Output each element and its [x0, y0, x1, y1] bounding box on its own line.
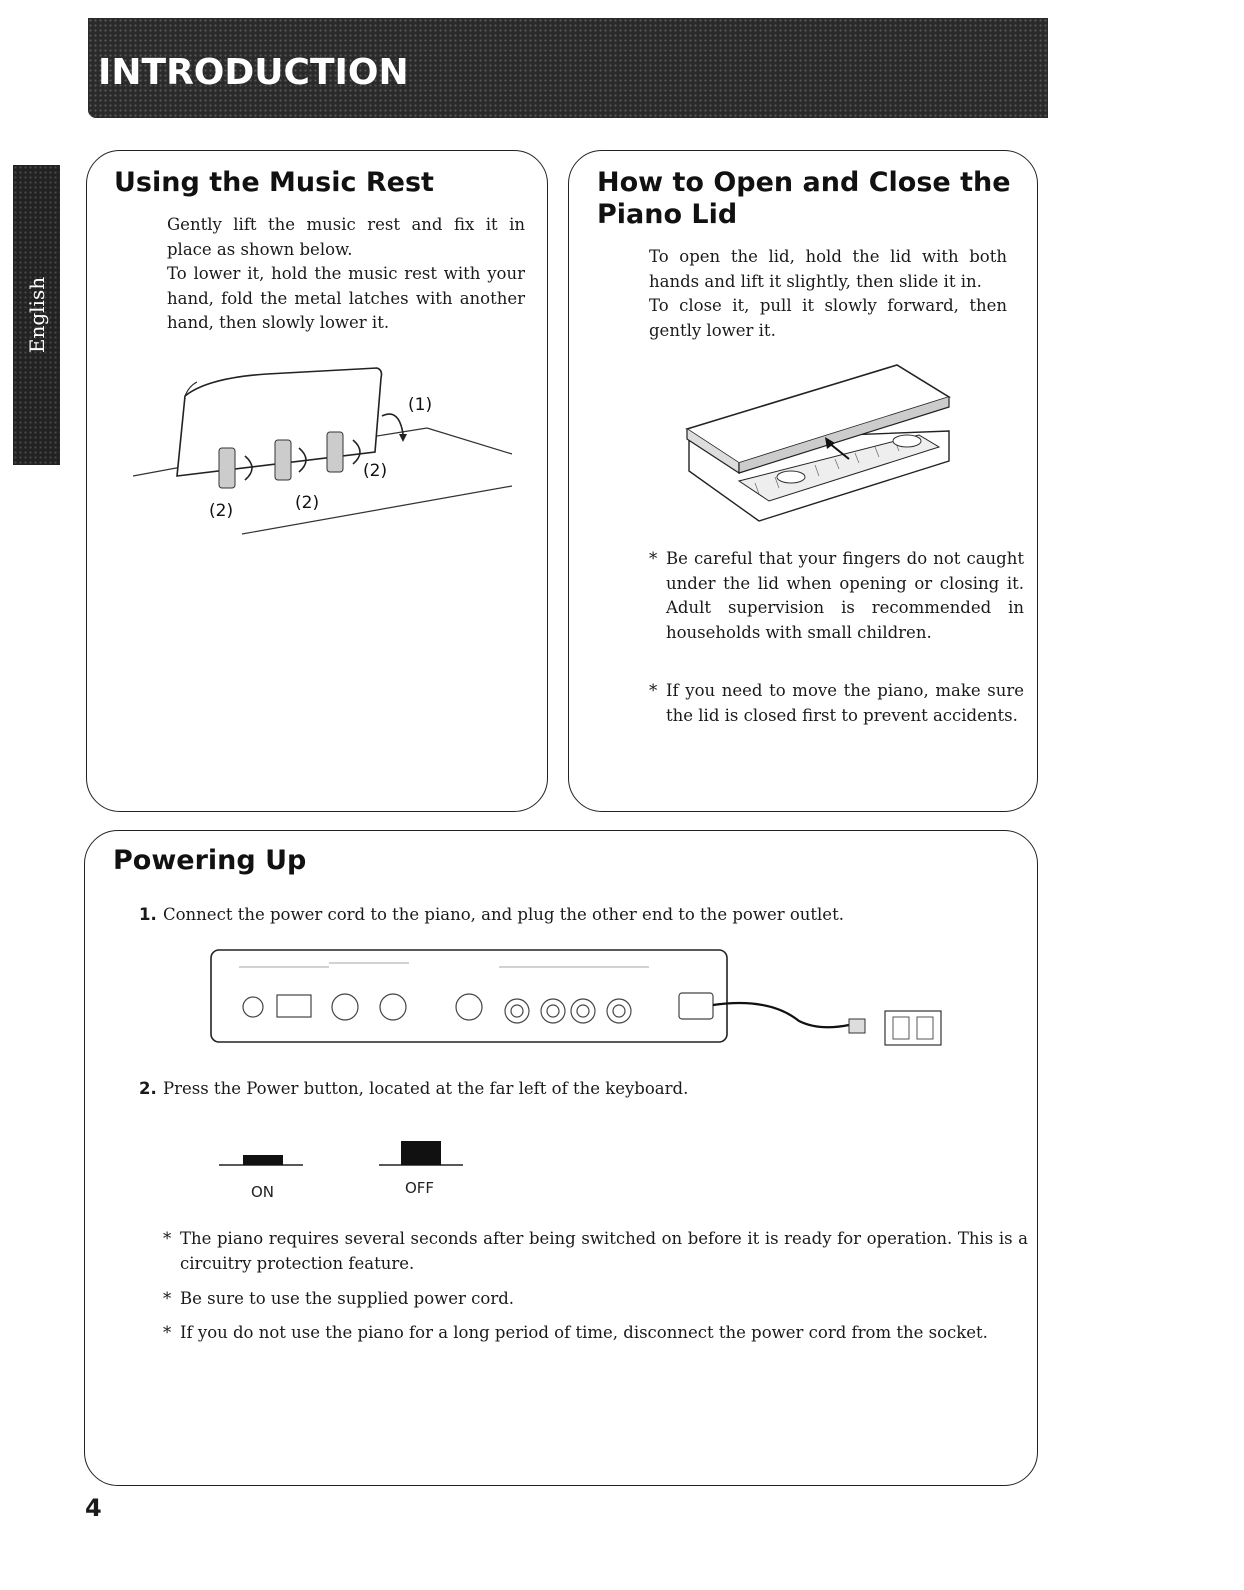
piano-lid-title-line1: How to Open and Close the: [597, 167, 1011, 198]
switch-off-state: [379, 1141, 463, 1197]
step-1-text: Connect the power cord to the piano, and plug the other end to the power outlet.: [163, 905, 844, 924]
power-step-2: [139, 1077, 688, 1101]
piano-lid-note-1: [649, 547, 1024, 645]
rear-panel-illustration: [209, 947, 949, 1051]
music-rest-illustration: [127, 356, 527, 546]
page-title: INTRODUCTION: [98, 52, 409, 93]
callout-2c: (2): [363, 461, 388, 481]
power-note-2-text: Be sure to use the supplied power cord.: [180, 1289, 515, 1308]
power-note-3: [163, 1321, 1028, 1346]
step-number: 1.: [139, 905, 157, 924]
note-bullet: *: [649, 549, 658, 568]
piano-lid-note-1-text: Be careful that your fingers do not caught under the lid when opening or closing it. Adult supervision is recommended in households with small children.: [666, 549, 1024, 642]
callout-2a: (2): [209, 501, 234, 521]
header-banner: [88, 18, 1048, 118]
language-tab: [13, 165, 60, 465]
music-rest-paragraph-1: Gently lift the music rest and fix it in place as shown below.: [167, 215, 525, 259]
music-rest-instructions: [167, 213, 525, 336]
music-rest-title: Using the Music Rest: [114, 167, 434, 198]
power-step-1: [139, 903, 844, 927]
piano-lid-panel: [568, 150, 1038, 812]
power-note-2: [163, 1287, 1028, 1312]
note-bullet: *: [163, 1289, 172, 1308]
piano-lid-instructions: [649, 245, 1007, 343]
callout-2b: (2): [295, 493, 320, 513]
piano-lid-illustration: [679, 351, 969, 531]
step-2-text: Press the Power button, located at the far left of the keyboard.: [163, 1079, 689, 1098]
power-note-1: [163, 1227, 1028, 1276]
piano-lid-note-2: [649, 679, 1024, 728]
note-bullet: *: [163, 1229, 172, 1248]
power-note-1-text: The piano requires several seconds after being switched on before it is ready for operation. This is a circuitry protection feature.: [180, 1229, 1028, 1273]
piano-lid-note-2-text: If you need to move the piano, make sure the lid is closed first to prevent accidents.: [666, 681, 1024, 725]
language-tab-label: English: [24, 276, 49, 354]
note-bullet: *: [163, 1323, 172, 1342]
switch-on-label: ON: [251, 1183, 275, 1201]
music-rest-panel: [86, 150, 548, 812]
switch-on-state: [219, 1155, 303, 1201]
power-note-3-text: If you do not use the piano for a long period of time, disconnect the power cord from the socket.: [180, 1323, 988, 1342]
piano-lid-paragraph-2: To close it, pull it slowly forward, then gently lower it.: [649, 296, 1007, 340]
switch-off-label: OFF: [405, 1179, 435, 1197]
power-switch-diagram: [219, 1137, 479, 1211]
powering-up-panel: [84, 830, 1038, 1486]
note-bullet: *: [649, 681, 658, 700]
powering-up-title: Powering Up: [113, 845, 307, 876]
piano-lid-title-line2: Piano Lid: [597, 199, 738, 230]
page-number: 4: [85, 1494, 102, 1522]
callout-1: (1): [408, 395, 433, 415]
music-rest-paragraph-2: To lower it, hold the music rest with your hand, fold the metal latches with another hand, then slowly lower it.: [167, 264, 525, 332]
piano-lid-paragraph-1: To open the lid, hold the lid with both hands and lift it slightly, then slide it in.: [649, 247, 1007, 291]
step-number: 2.: [139, 1079, 157, 1098]
